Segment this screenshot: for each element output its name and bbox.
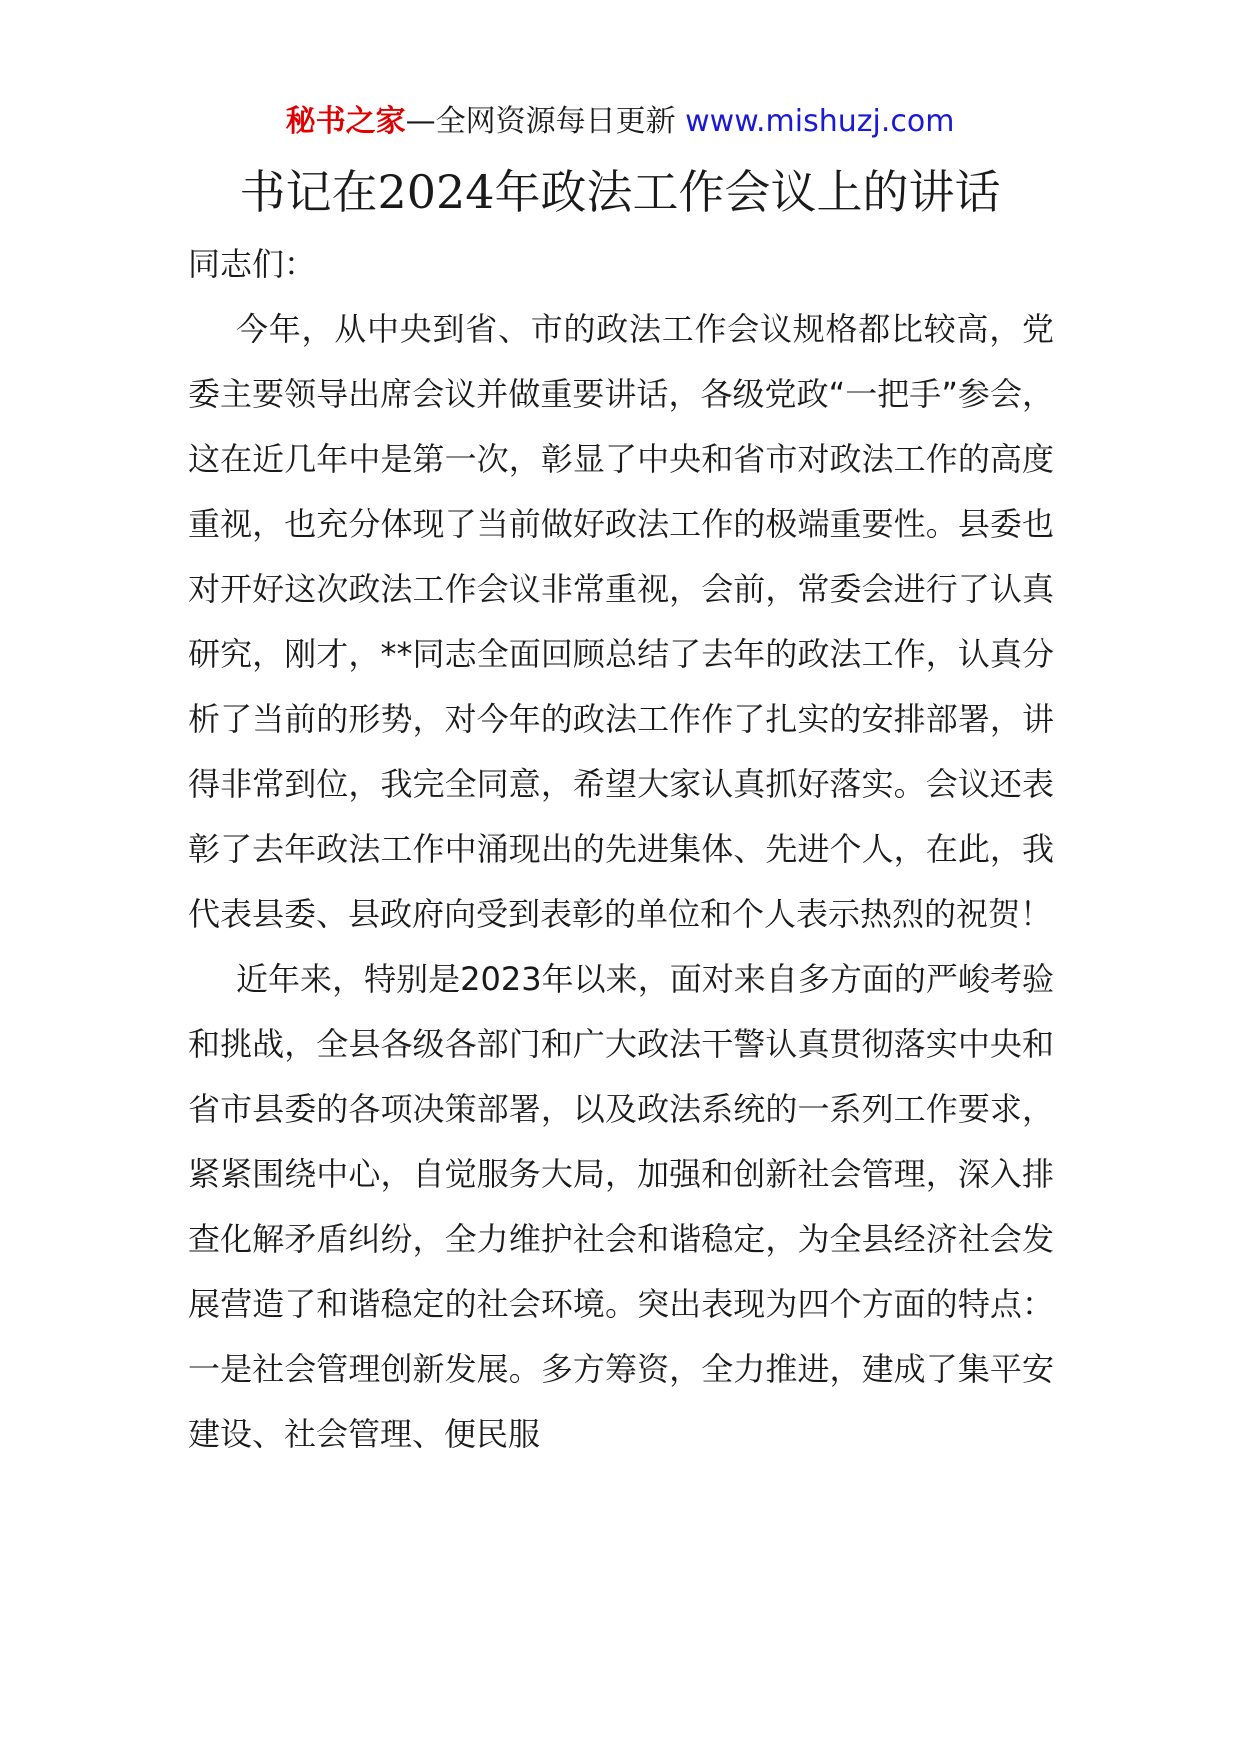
document-title <box>0 160 1240 224</box>
site-url-link[interactable]: www.mishuzj.com <box>685 104 955 139</box>
title-year: 2024 <box>377 165 495 219</box>
title-suffix: 年政法工作会议上的讲话 <box>494 165 1001 219</box>
brand-name: 秘书之家 <box>285 104 406 139</box>
paragraph: 今年，从中央到省、市的政法工作会议规格都比较高，党委主要领导出席会议并做重要讲话，各级党政“一把手”参会，这在近几年中是第一次，彰显了中央和省市对政法工作的高度重视，也充分体现了当前做好政法工作的极端重要性。县委也对开好这次政法工作会议非常重视，会前，常委会进行了认真研究，刚才，**同志全面回顾总结了去年的政法工作，认真分析了当前的形势，对今年的政法工作作了扎实的安排部署，讲得非常到位，我完全同意，希望大家认真抓好落实。会议还表彰了去年政法工作中涌现出的先进集体、先进个人，在此，我代表县委、县政府向受到表彰的单位和个人表示热烈的祝贺！ <box>188 310 1054 933</box>
site-header <box>0 100 1240 144</box>
document-body <box>188 232 1054 1467</box>
salutation: 同志们： <box>188 245 317 283</box>
title-prefix: 书记在 <box>239 165 378 219</box>
header-tagline: —全网资源每日更新 <box>405 104 676 139</box>
paragraph: 近年来，特别是2023年以来，面对来自多方面的严峻考验和挑战，全县各级各部门和广大政法干警认真贯彻落实中央和省市县委的各项决策部署，以及政法系统的一系列工作要求，紧紧围绕中心，自觉服务大局，加强和创新社会管理，深入排查化解矛盾纠纷，全力维护社会和谐稳定，为全县经济社会发展营造了和谐稳定的社会环境。突出表现为四个方面的特点：一是社会管理创新发展。多方筹资，全力推进，建成了集平安建设、社会管理、便民服 <box>188 960 1054 1453</box>
